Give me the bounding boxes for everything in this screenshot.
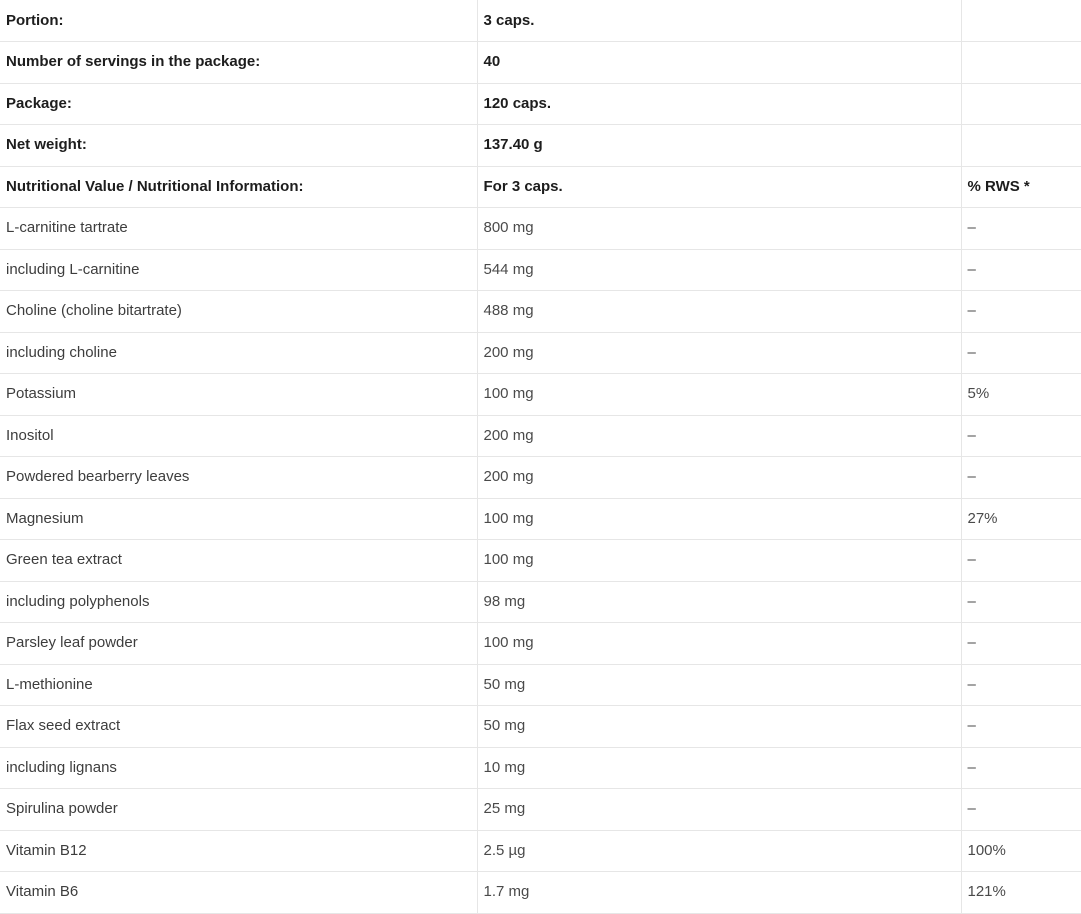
row-amount: 1.7 mg <box>477 872 961 914</box>
table-row <box>0 415 1081 457</box>
row-label: Spirulina powder <box>0 789 477 831</box>
row-label: Package: <box>0 83 477 125</box>
row-rws: – <box>961 706 1081 748</box>
row-rws: – <box>961 581 1081 623</box>
row-amount: 120 caps. <box>477 83 961 125</box>
row-label: Number of servings in the package: <box>0 42 477 84</box>
row-label: Green tea extract <box>0 540 477 582</box>
row-rws <box>961 0 1081 42</box>
row-label: L-methionine <box>0 664 477 706</box>
row-rws: – <box>961 208 1081 250</box>
table-row <box>0 581 1081 623</box>
row-label: including L-carnitine <box>0 249 477 291</box>
row-rws: – <box>961 664 1081 706</box>
row-rws <box>961 42 1081 84</box>
table-row <box>0 498 1081 540</box>
row-amount: 544 mg <box>477 249 961 291</box>
table-row <box>0 249 1081 291</box>
row-rws: 5% <box>961 374 1081 416</box>
row-amount: For 3 caps. <box>477 166 961 208</box>
row-label: including lignans <box>0 747 477 789</box>
row-amount: 10 mg <box>477 747 961 789</box>
row-rws: – <box>961 789 1081 831</box>
row-amount: 200 mg <box>477 457 961 499</box>
row-label: Portion: <box>0 0 477 42</box>
table-row <box>0 291 1081 333</box>
row-amount: 137.40 g <box>477 125 961 167</box>
row-amount: 100 mg <box>477 498 961 540</box>
table-row <box>0 166 1081 208</box>
table-row <box>0 42 1081 84</box>
row-rws: – <box>961 623 1081 665</box>
row-rws: 121% <box>961 872 1081 914</box>
row-rws: – <box>961 747 1081 789</box>
row-amount: 98 mg <box>477 581 961 623</box>
row-amount: 40 <box>477 42 961 84</box>
row-label: including polyphenols <box>0 581 477 623</box>
row-amount: 100 mg <box>477 374 961 416</box>
table-row <box>0 747 1081 789</box>
row-label: Net weight: <box>0 125 477 167</box>
row-amount: 50 mg <box>477 664 961 706</box>
row-label: Vitamin B6 <box>0 872 477 914</box>
row-rws: – <box>961 415 1081 457</box>
table-row <box>0 789 1081 831</box>
table-row <box>0 830 1081 872</box>
row-amount: 100 mg <box>477 623 961 665</box>
row-label: Magnesium <box>0 498 477 540</box>
table-row <box>0 540 1081 582</box>
row-label: Inositol <box>0 415 477 457</box>
row-rws <box>961 125 1081 167</box>
row-amount: 800 mg <box>477 208 961 250</box>
row-amount: 200 mg <box>477 415 961 457</box>
row-amount: 200 mg <box>477 332 961 374</box>
row-rws <box>961 83 1081 125</box>
table-row <box>0 457 1081 499</box>
table-row <box>0 83 1081 125</box>
row-rws: – <box>961 332 1081 374</box>
row-label: including choline <box>0 332 477 374</box>
table-row <box>0 208 1081 250</box>
row-rws: 100% <box>961 830 1081 872</box>
row-rws: – <box>961 249 1081 291</box>
row-label: Choline (choline bitartrate) <box>0 291 477 333</box>
row-label: Flax seed extract <box>0 706 477 748</box>
row-rws: 27% <box>961 498 1081 540</box>
row-amount: 3 caps. <box>477 0 961 42</box>
table-row <box>0 664 1081 706</box>
row-label: Nutritional Value / Nutritional Information: <box>0 166 477 208</box>
table-row <box>0 374 1081 416</box>
row-label: Parsley leaf powder <box>0 623 477 665</box>
row-label: Vitamin B12 <box>0 830 477 872</box>
row-amount: 100 mg <box>477 540 961 582</box>
row-rws: % RWS * <box>961 166 1081 208</box>
table-row <box>0 125 1081 167</box>
row-label: Powdered bearberry leaves <box>0 457 477 499</box>
table-row <box>0 332 1081 374</box>
table-row <box>0 706 1081 748</box>
row-rws: – <box>961 457 1081 499</box>
table-row <box>0 623 1081 665</box>
row-amount: 488 mg <box>477 291 961 333</box>
row-rws: – <box>961 540 1081 582</box>
row-label: L-carnitine tartrate <box>0 208 477 250</box>
row-label: Potassium <box>0 374 477 416</box>
row-rws: – <box>961 291 1081 333</box>
row-amount: 25 mg <box>477 789 961 831</box>
row-amount: 50 mg <box>477 706 961 748</box>
row-amount: 2.5 µg <box>477 830 961 872</box>
table-row <box>0 872 1081 914</box>
table-row <box>0 0 1081 42</box>
